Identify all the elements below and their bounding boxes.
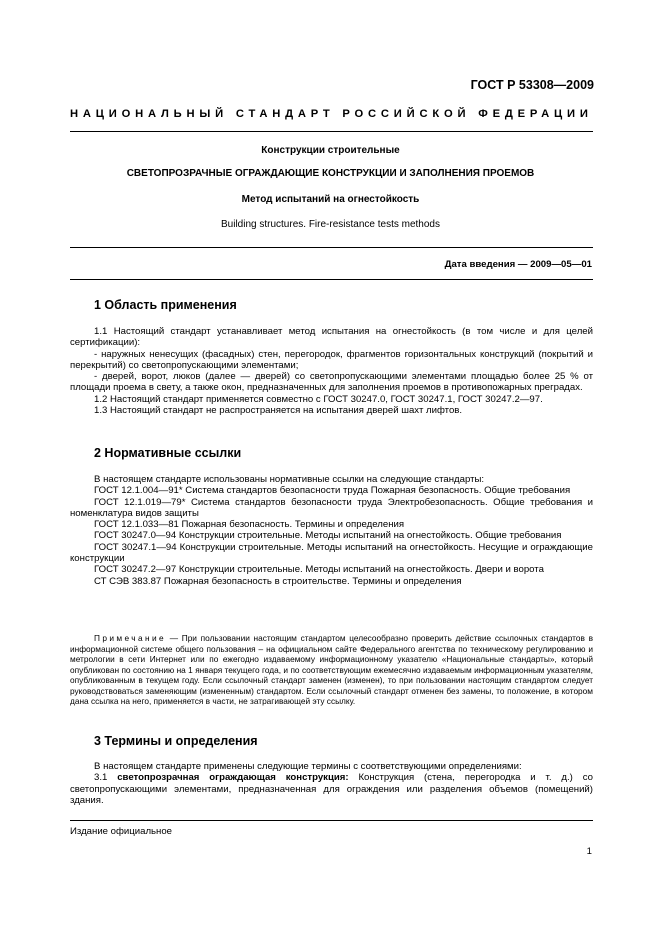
reference-item: ГОСТ 12.1.033—81 Пожарная безопасность. Термины и определения (94, 519, 405, 531)
national-standard-banner: НАЦИОНАЛЬНЫЙ СТАНДАРТ РОССИЙСКОЙ ФЕДЕРАЦИИ (70, 108, 593, 120)
reference-item: ГОСТ 12.1.019—79* Система стандартов безопасности труда Электробезопасность. Общие требования и номенклатура видов защиты (70, 496, 593, 519)
paragraph: В настоящем стандарте использованы нормативные ссылки на следующие стандарты: (94, 474, 485, 485)
paragraph: - наружных ненесущих (фасадных) стен, перегородок, фрагментов горизонтальных конструкций (покрытий и перекрытий) со светопропускающими элементами; (70, 348, 593, 371)
term-number: 3.1 (94, 772, 118, 784)
divider (70, 131, 593, 132)
divider (70, 279, 593, 280)
section-1-body (70, 326, 593, 416)
edition-label: Издание официальное (70, 826, 173, 837)
paragraph: 1.2 Настоящий стандарт применяется совместно с ГОСТ 30247.0, ГОСТ 30247.1, ГОСТ 30247.2—97. (94, 393, 543, 405)
reference-item: ГОСТ 30247.1—94 Конструкции строительные. Методы испытаний на огнестойкость. Несущие и ограждающие конструкции (70, 541, 593, 565)
title-line-3: Метод испытаний на огнестойкость (241, 194, 420, 205)
section-3-heading: 3 Термины и определения (94, 734, 258, 748)
paragraph: 1.1 Настоящий стандарт устанавливает метод испытания на огнестойкость (в том числе и для целей сертификации): (70, 326, 593, 349)
divider (70, 820, 593, 821)
document-code: ГОСТ Р 53308—2009 (470, 78, 594, 92)
term-definition (70, 772, 593, 806)
paragraph: 1.3 Настоящий стандарт не распространяется на испытания дверей шахт лифтов. (94, 405, 463, 417)
section-1-heading: 1 Область применения (94, 298, 237, 312)
title-english: Building structures. Fire-resistance tests methods (221, 219, 440, 230)
definition: Конструкция (стена, перегородка и т. д.) со светопропускающими элементами, предназначенная для ограждения или разделения объемов (помещений) здания. (70, 772, 593, 806)
reference-item: ГОСТ 30247.0—94 Конструкции строительные. Методы испытаний на огнестойкость. Общие требования (94, 530, 562, 542)
section-2-body (70, 474, 593, 587)
reference-item: СТ СЭВ 383.87 Пожарная безопасность в строительстве. Термины и определения (94, 575, 462, 587)
paragraph: - дверей, ворот, люков (далее — дверей) со светопропускающими элементами площадью более 25 % от площади проема в свету, а также окон, предназначенных для заполнения проемов в противопожарных преградах. (70, 371, 593, 394)
note-paragraph (70, 633, 593, 707)
note-label: Примечание (94, 633, 167, 643)
reference-item: ГОСТ 30247.2—97 Конструкции строительные. Методы испытаний на огнестойкость. Двери и ворота (94, 564, 544, 576)
title-line-2: СВЕТОПРОЗРАЧНЫЕ ОГРАЖДАЮЩИЕ КОНСТРУКЦИИ И ЗАПОЛНЕНИЯ ПРОЕМОВ (126, 168, 535, 179)
title-line-1: Конструкции строительные (261, 145, 400, 156)
section-3-body (70, 761, 593, 806)
reference-item: ГОСТ 12.1.004—91* Система стандартов безопасности труда Пожарная безопасность. Общие требования (94, 485, 571, 497)
note-block (70, 633, 593, 707)
divider (70, 247, 593, 248)
page-number: 1 (586, 846, 592, 857)
term: светопрозрачная ограждающая конструкция: (117, 772, 349, 784)
section-2-heading: 2 Нормативные ссылки (94, 446, 242, 460)
introduction-date: Дата введения — 2009—05—01 (444, 259, 592, 270)
paragraph: В настоящем стандарте применены следующие термины с соответствующими определениями: (94, 761, 522, 772)
note-text: — При пользовании настоящим стандартом целесообразно проверить действие ссылочных стандартов в информационной системе общего пользования – на официальном сайте Федерального агентства по техническому регулированию и метрологии в сети Интернет или по ежегодно издаваемому информационному указателю «Национальные стандарты», который опубликован по состоянию на 1 января текущего года, и по соответствующим ежемесячно издаваемым информационным указателям, опубликованным в текущем году. Если ссылочный стандарт заменен (изменен), то при пользовании настоящим стандартом следует руководствоваться заменяющим (измененным) стандартом. Если ссылочный стандарт отменен без замены, то положение, в котором дана ссылка на него, применяется в части, не затрагивающей эту ссылку. (70, 633, 593, 706)
